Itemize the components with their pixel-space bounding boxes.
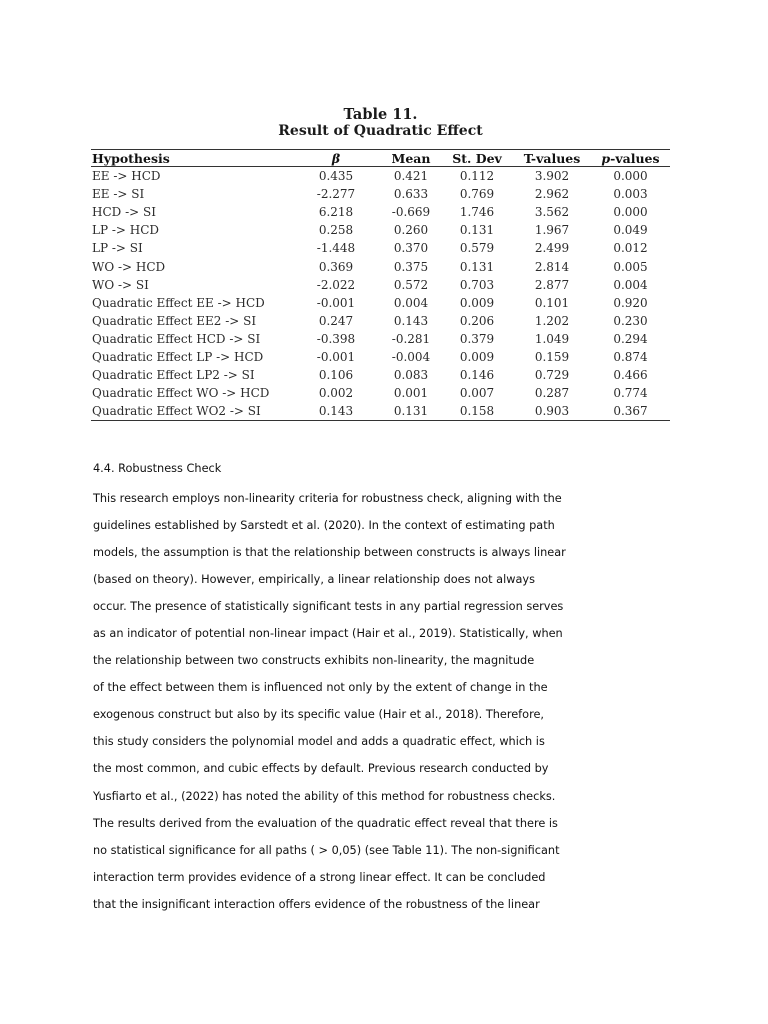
cell-hypothesis: EE -> HCD [92,169,161,184]
cell-hypothesis: Quadratic Effect LP -> HCD [92,349,264,364]
cell-hypothesis: Quadratic Effect HCD -> SI [92,331,261,346]
results-table-block [91,106,670,421]
header-hypothesis: Hypothesis [91,150,291,167]
cell-t-value: 0.287 [534,386,570,401]
cell-p-value: 0.367 [591,402,670,421]
cell-beta: -0.398 [316,331,356,346]
cell-hypothesis: WO -> SI [92,277,149,292]
cell-mean: 0.143 [393,313,429,328]
cell-t-value: 2.499 [534,241,570,256]
table-title: Result of Quadratic Effect [278,123,483,139]
cell-beta: 0.435 [318,169,354,184]
paragraph-line: occur. The presence of statistically significant tests in any partial regression serves [93,600,564,614]
paragraph-line: this study considers the polynomial model and adds a quadratic effect, which is [93,735,545,749]
cell-hypothesis: Quadratic Effect WO -> HCD [92,386,270,401]
cell-st-dev: 0.579 [459,241,495,256]
table-caption [91,106,670,140]
cell-t-value: 2.877 [534,277,570,292]
cell-mean: 0.421 [393,169,429,184]
quadratic-effect-table [91,149,670,421]
paragraph-line: Yusfiarto et al., (2022) has noted the ability of this method for robustness checks. [93,789,556,803]
cell-t-value: 3.562 [534,205,570,220]
cell-st-dev: 1.746 [459,205,495,220]
section-heading: 4.4. Robustness Check [93,462,222,475]
cell-beta: -2.277 [316,187,356,202]
table-row [91,221,670,239]
cell-st-dev: 0.112 [459,169,495,184]
cell-hypothesis: Quadratic Effect WO2 -> SI [91,402,291,421]
header-p-values [591,150,670,167]
cell-hypothesis: Quadratic Effect EE -> HCD [92,295,265,310]
cell-mean: -0.004 [391,349,431,364]
cell-st-dev: 0.158 [441,402,513,421]
cell-mean: 0.083 [393,368,429,383]
table-row [91,312,670,330]
cell-mean: 0.004 [393,295,429,310]
table-row [91,185,670,203]
cell-mean: 0.633 [393,187,429,202]
cell-beta: 6.218 [318,205,354,220]
table-row [91,167,670,186]
cell-p-value: 0.000 [613,169,648,184]
cell-t-value: 2.962 [534,187,570,202]
cell-t-value: 3.902 [534,169,570,184]
table-row [91,276,670,294]
cell-hypothesis: LP -> HCD [92,223,160,238]
cell-p-value: 0.012 [613,241,648,256]
cell-hypothesis: Quadratic Effect EE2 -> SI [92,313,257,328]
paragraph-line: exogenous construct but also by its specific value (Hair et al., 2018). Therefore, [93,708,545,722]
table-row [91,257,670,275]
header-p-italic: p [601,150,611,166]
cell-mean: 0.375 [393,259,429,274]
cell-mean: 0.572 [393,277,429,292]
cell-st-dev: 0.131 [459,223,495,238]
table-row [91,384,670,402]
cell-p-value: 0.005 [613,259,648,274]
cell-hypothesis: EE -> SI [92,187,145,202]
cell-beta: -1.448 [316,241,356,256]
paragraph-line: interaction term provides evidence of a strong linear effect. It can be concluded [93,870,546,884]
cell-st-dev: 0.131 [459,259,495,274]
cell-mean: 0.131 [381,402,441,421]
table-body [91,167,670,421]
cell-p-value: 0.003 [613,187,648,202]
cell-t-value: 2.814 [534,259,570,274]
paragraph-line: the most common, and cubic effects by default. Previous research conducted by [93,762,549,776]
cell-t-value: 1.049 [534,331,570,346]
paragraph-line: guidelines established by Sarstedt et al. (2020). In the context of estimating path [93,519,555,533]
paragraph-line: models, the assumption is that the relationship between constructs is always linear [93,546,566,560]
cell-st-dev: 0.007 [459,386,495,401]
cell-t-value: 0.101 [534,295,570,310]
table-row [91,239,670,257]
cell-st-dev: 0.009 [459,295,495,310]
cell-beta: -0.001 [316,295,356,310]
robustness-section [93,458,583,918]
cell-st-dev: 0.009 [459,349,495,364]
cell-mean: 0.370 [393,241,429,256]
header-st-dev: St. Dev [441,150,513,167]
paragraph-line: (based on theory). However, empirically, a linear relationship does not always [93,573,535,587]
cell-beta: 0.369 [318,259,354,274]
cell-p-value: 0.874 [613,349,648,364]
cell-st-dev: 0.206 [459,313,495,328]
cell-p-value: 0.920 [613,295,648,310]
cell-beta: -0.001 [316,349,356,364]
header-t-values: T-values [513,150,591,167]
cell-beta: 0.143 [291,402,381,421]
cell-t-value: 1.967 [534,223,570,238]
cell-p-value: 0.000 [613,205,648,220]
cell-st-dev: 0.146 [459,368,495,383]
cell-p-value: 0.049 [613,223,648,238]
cell-hypothesis: WO -> HCD [92,259,166,274]
cell-st-dev: 0.703 [459,277,495,292]
cell-hypothesis: HCD -> SI [92,205,156,220]
table-number: Table 11. [343,106,418,123]
cell-mean: -0.281 [391,331,431,346]
table-row [91,203,670,221]
paragraph-line: no statistical significance for all paths ( > 0,05) (see Table 11). The non-significant [93,843,560,857]
table-row [91,348,670,366]
header-p-rest: -values [610,150,660,166]
cell-mean: -0.669 [391,205,431,220]
section-paragraph [93,485,583,918]
paragraph-line: This research employs non-linearity criteria for robustness check, aligning with the [93,492,562,505]
table-row [91,294,670,312]
paragraph-line: of the effect between them is influenced not only by the extent of change in the [93,681,548,695]
cell-t-value: 0.729 [534,368,570,383]
cell-p-value: 0.004 [613,277,648,292]
cell-beta: 0.258 [318,223,354,238]
cell-st-dev: 0.379 [459,331,495,346]
cell-st-dev: 0.769 [459,187,495,202]
cell-t-value: 1.202 [534,313,570,328]
cell-p-value: 0.230 [613,313,648,328]
table-row [91,330,670,348]
cell-p-value: 0.774 [613,386,648,401]
cell-hypothesis: Quadratic Effect LP2 -> SI [92,368,255,383]
cell-t-value: 0.159 [534,349,570,364]
table-row [91,366,670,384]
header-beta: β [291,150,381,167]
paragraph-line: as an indicator of potential non-linear impact (Hair et al., 2019). Statistically, when [93,627,563,641]
paragraph-line: that the insignificant interaction offers evidence of the robustness of the linear [93,897,540,911]
cell-p-value: 0.466 [613,368,648,383]
cell-mean: 0.260 [393,223,429,238]
cell-mean: 0.001 [393,386,429,401]
cell-beta: 0.247 [318,313,354,328]
cell-beta: 0.106 [318,368,354,383]
cell-beta: 0.002 [318,386,354,401]
table-row [91,402,670,421]
cell-t-value: 0.903 [513,402,591,421]
cell-beta: -2.022 [316,277,356,292]
cell-p-value: 0.294 [613,331,648,346]
paragraph-line: The results derived from the evaluation of the quadratic effect reveal that there is [93,816,558,830]
header-mean: Mean [381,150,441,167]
paragraph-line: the relationship between two constructs exhibits non-linearity, the magnitude [93,654,535,668]
table-header-row [91,150,670,167]
cell-hypothesis: LP -> SI [92,241,143,256]
